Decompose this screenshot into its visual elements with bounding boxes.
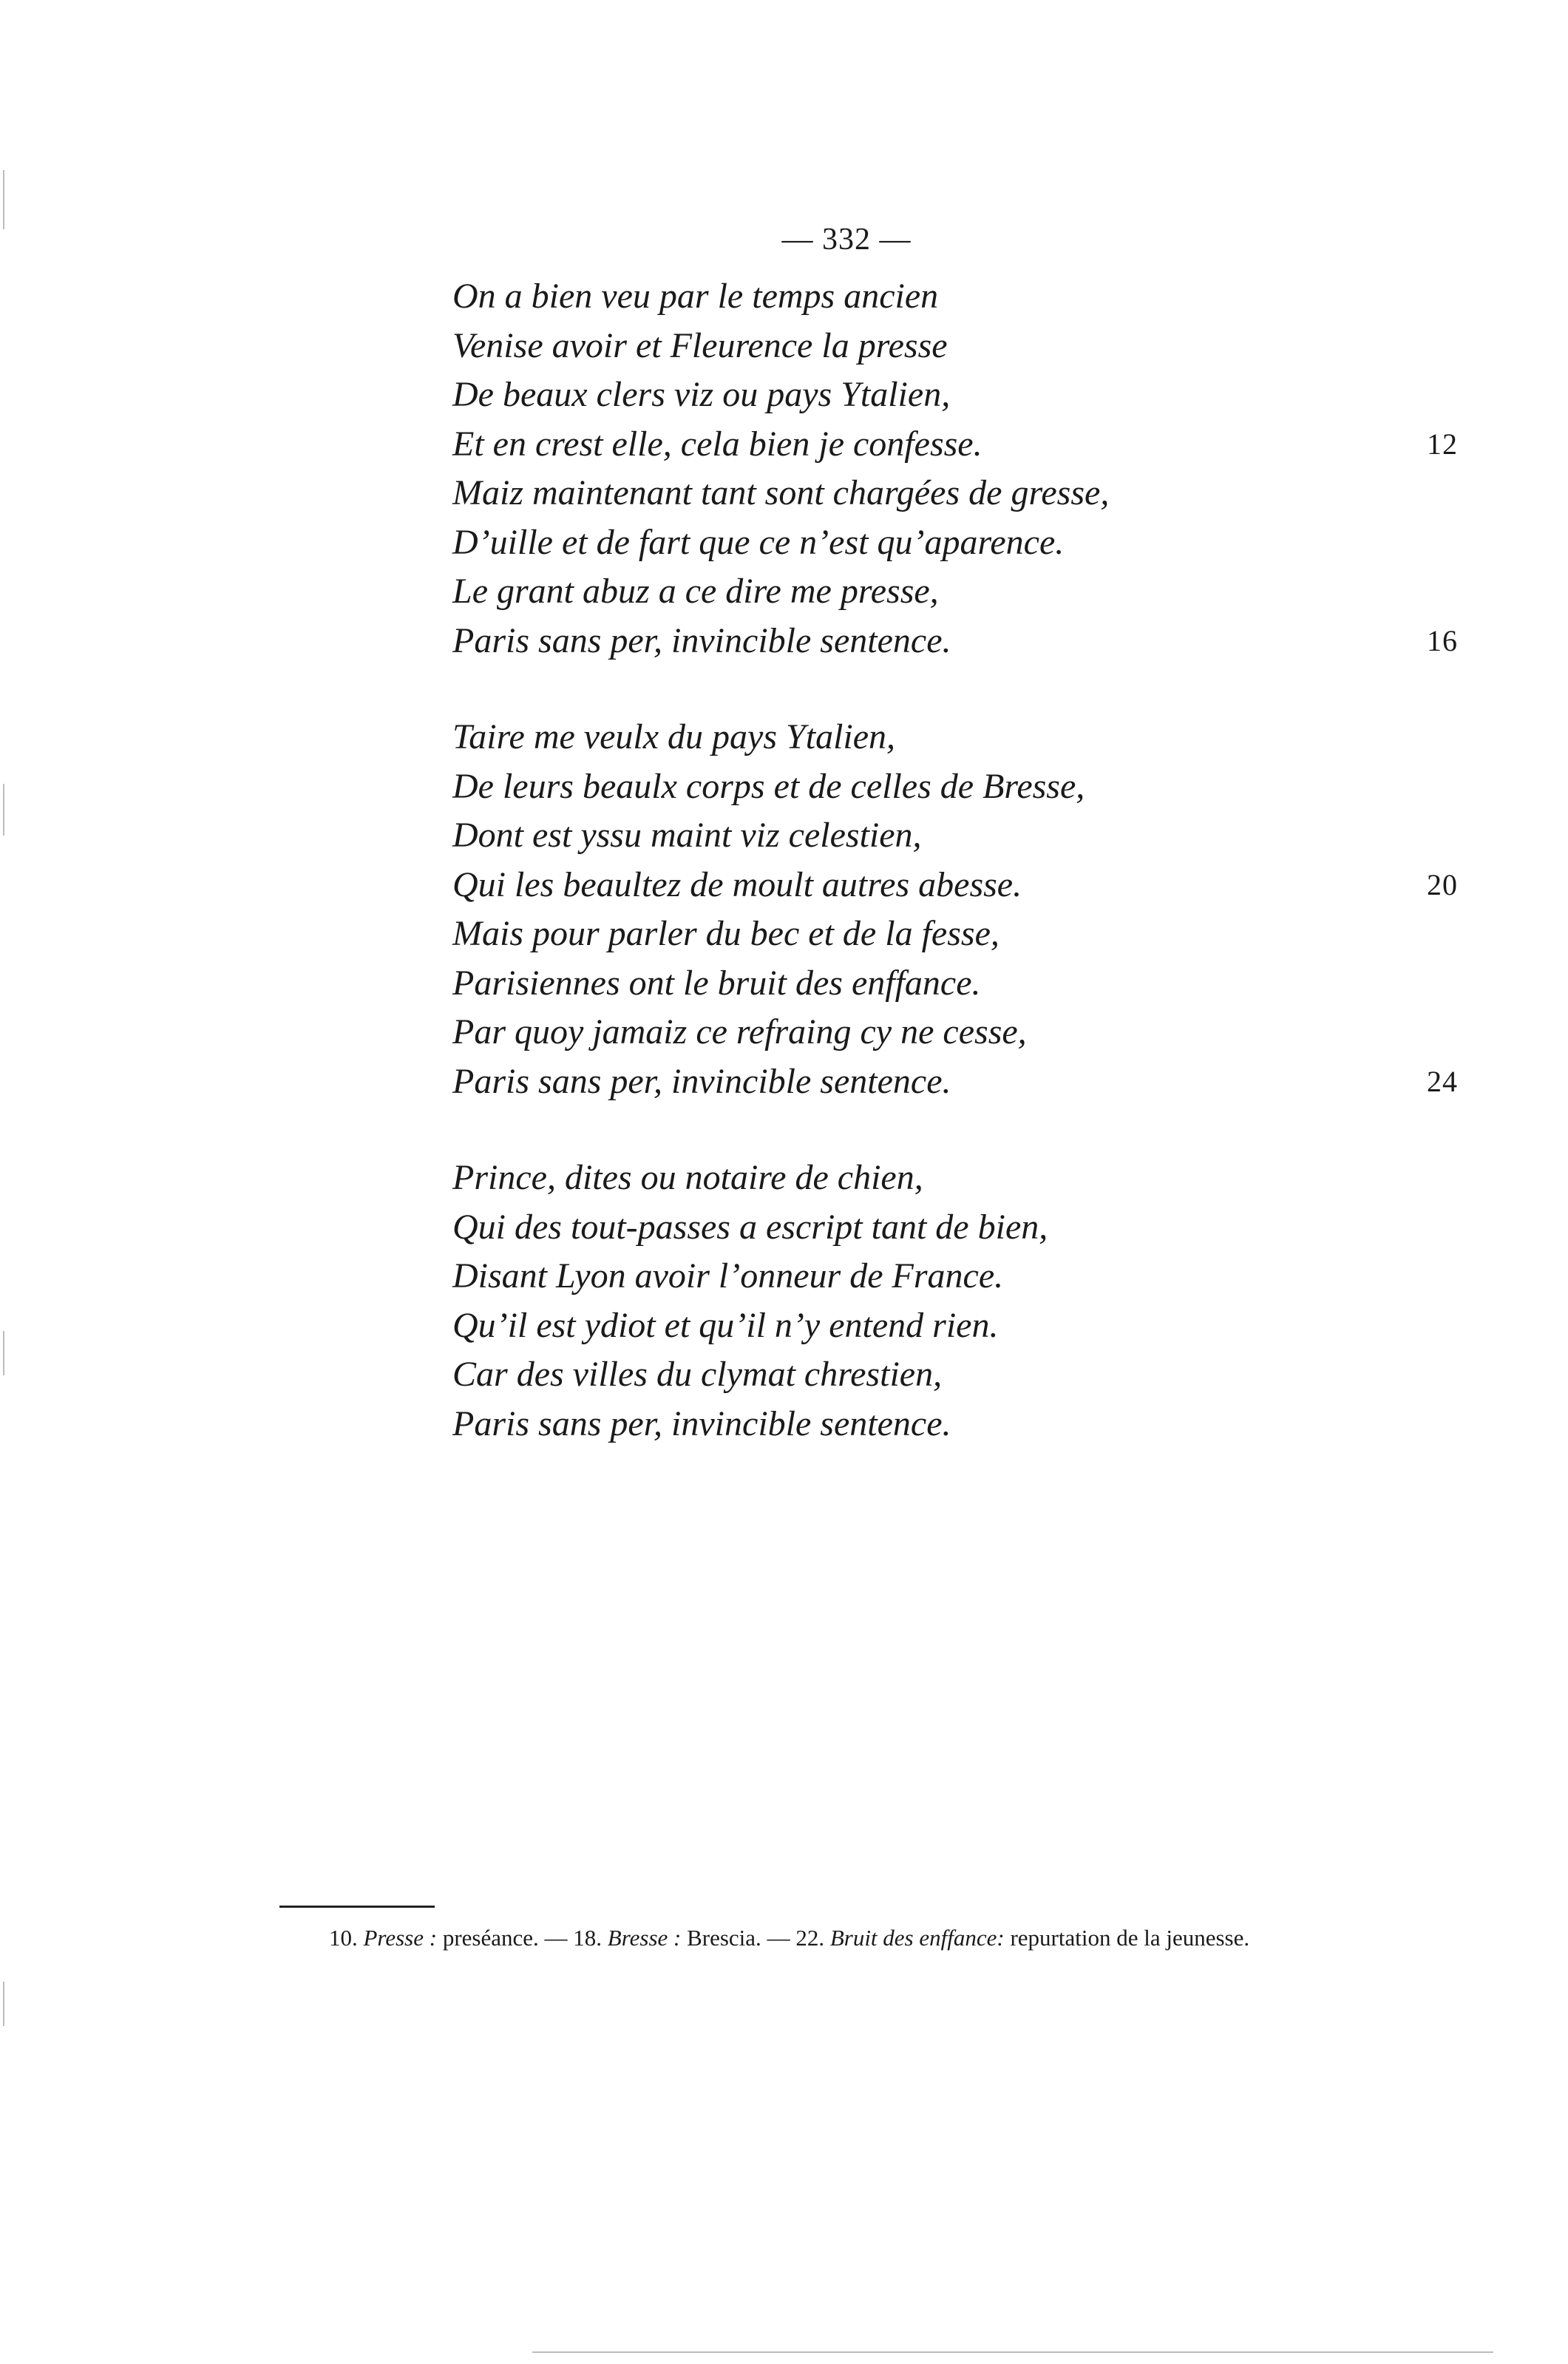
line-number: 20	[1427, 867, 1458, 901]
verse-text: Disant Lyon avoir l’onneur de France.	[452, 1256, 1004, 1296]
verse-line	[452, 1252, 1458, 1301]
stanza	[452, 1154, 1458, 1449]
stanza	[452, 713, 1458, 1106]
verse-text: Le grant abuz a ce dire me presse,	[452, 572, 939, 611]
verse-text: Paris sans per, invincible sentence.	[452, 1403, 951, 1443]
verse-text: Par quoy jamaiz ce refraing cy ne cesse,	[452, 1012, 1027, 1051]
scan-mark	[532, 2351, 1493, 2353]
verse-line	[452, 272, 1458, 322]
footnote-gloss: Brescia.	[687, 1925, 761, 1951]
verse-text: Paris sans per, invincible sentence.	[452, 620, 951, 660]
verse-text: Qui les beaultez de moult autres abesse.	[452, 864, 1022, 904]
verse-line	[452, 1350, 1458, 1400]
verse-text: Qu’il est ydiot et qu’il n’y entend rien.	[452, 1305, 999, 1345]
verse-line	[452, 469, 1458, 518]
verse-line	[452, 713, 1458, 762]
verse-text: Maiz maintenant tant sont chargées de gresse,	[452, 473, 1110, 512]
footnote-separator: —	[538, 1925, 574, 1951]
line-number: 12	[1427, 427, 1458, 461]
verse-line	[452, 420, 1458, 470]
footnote-gloss: repurtation de la jeunesse.	[1010, 1925, 1250, 1951]
scan-mark	[3, 1982, 4, 2026]
footnote-ref: 18.	[573, 1925, 603, 1951]
footnote	[795, 1925, 1249, 1951]
poem	[452, 272, 1458, 1449]
scan-mark	[3, 784, 4, 836]
verse-text: Qui des tout-passes a escript tant de bien,	[452, 1207, 1048, 1247]
verse-text: Et en crest elle, cela bien je confesse.	[452, 424, 982, 464]
footnote-term: Bruit des enffance:	[829, 1925, 1005, 1951]
footnotes	[329, 1923, 1512, 1954]
verse-line	[452, 762, 1458, 812]
verse-line	[452, 959, 1458, 1009]
footnote-term: Presse :	[363, 1925, 438, 1951]
footnote-ref: 10.	[329, 1925, 358, 1951]
verse-line	[452, 617, 1458, 666]
verse-text: Parisiennes ont le bruit des enffance.	[452, 963, 981, 1003]
verse-text: On a bien veu par le temps ancien	[452, 277, 939, 316]
stanza	[452, 272, 1458, 665]
page-number: — 332 —	[781, 223, 912, 257]
verse-text: Paris sans per, invincible sentence.	[452, 1061, 951, 1101]
verse-line	[452, 861, 1458, 910]
verse-line	[452, 1057, 1458, 1107]
footnote-gloss: preséance.	[442, 1925, 539, 1951]
verse-line	[452, 370, 1458, 420]
verse-line	[452, 518, 1458, 568]
verse-text: Prince, dites ou notaire de chien,	[452, 1158, 923, 1197]
verse-text: De beaux clers viz ou pays Ytalien,	[452, 375, 951, 414]
line-number: 24	[1427, 1064, 1458, 1098]
footnote-term: Bresse :	[607, 1925, 682, 1951]
verse-text: Venise avoir et Fleurence la presse	[452, 325, 948, 365]
verse-line	[452, 322, 1458, 371]
verse-text: D’uille et de fart que ce n’est qu’aparence.	[452, 522, 1065, 562]
verse-line	[452, 1400, 1458, 1449]
footnote-rule	[279, 1906, 435, 1908]
verse-line	[452, 567, 1458, 617]
scan-mark	[3, 170, 4, 229]
verse-text: De leurs beaulx corps et de celles de Bresse,	[452, 766, 1085, 806]
footnote	[329, 1925, 573, 1951]
verse-text: Car des villes du clymat chrestien,	[452, 1355, 943, 1394]
line-number: 16	[1427, 623, 1458, 657]
verse-line	[452, 1154, 1458, 1203]
verse-line	[452, 1301, 1458, 1351]
footnote-separator: —	[761, 1925, 796, 1951]
verse-line	[452, 1203, 1458, 1253]
verse-text: Taire me veulx du pays Ytalien,	[452, 717, 896, 756]
verse-line	[452, 910, 1458, 959]
footnote-ref: 22.	[795, 1925, 825, 1951]
verse-line	[452, 811, 1458, 861]
verse-text: Dont est yssu maint viz celestien,	[452, 816, 922, 855]
verse-text: Mais pour parler du bec et de la fesse,	[452, 914, 999, 953]
scan-mark	[3, 1331, 4, 1375]
verse-line	[452, 1008, 1458, 1057]
footnote	[573, 1925, 795, 1951]
